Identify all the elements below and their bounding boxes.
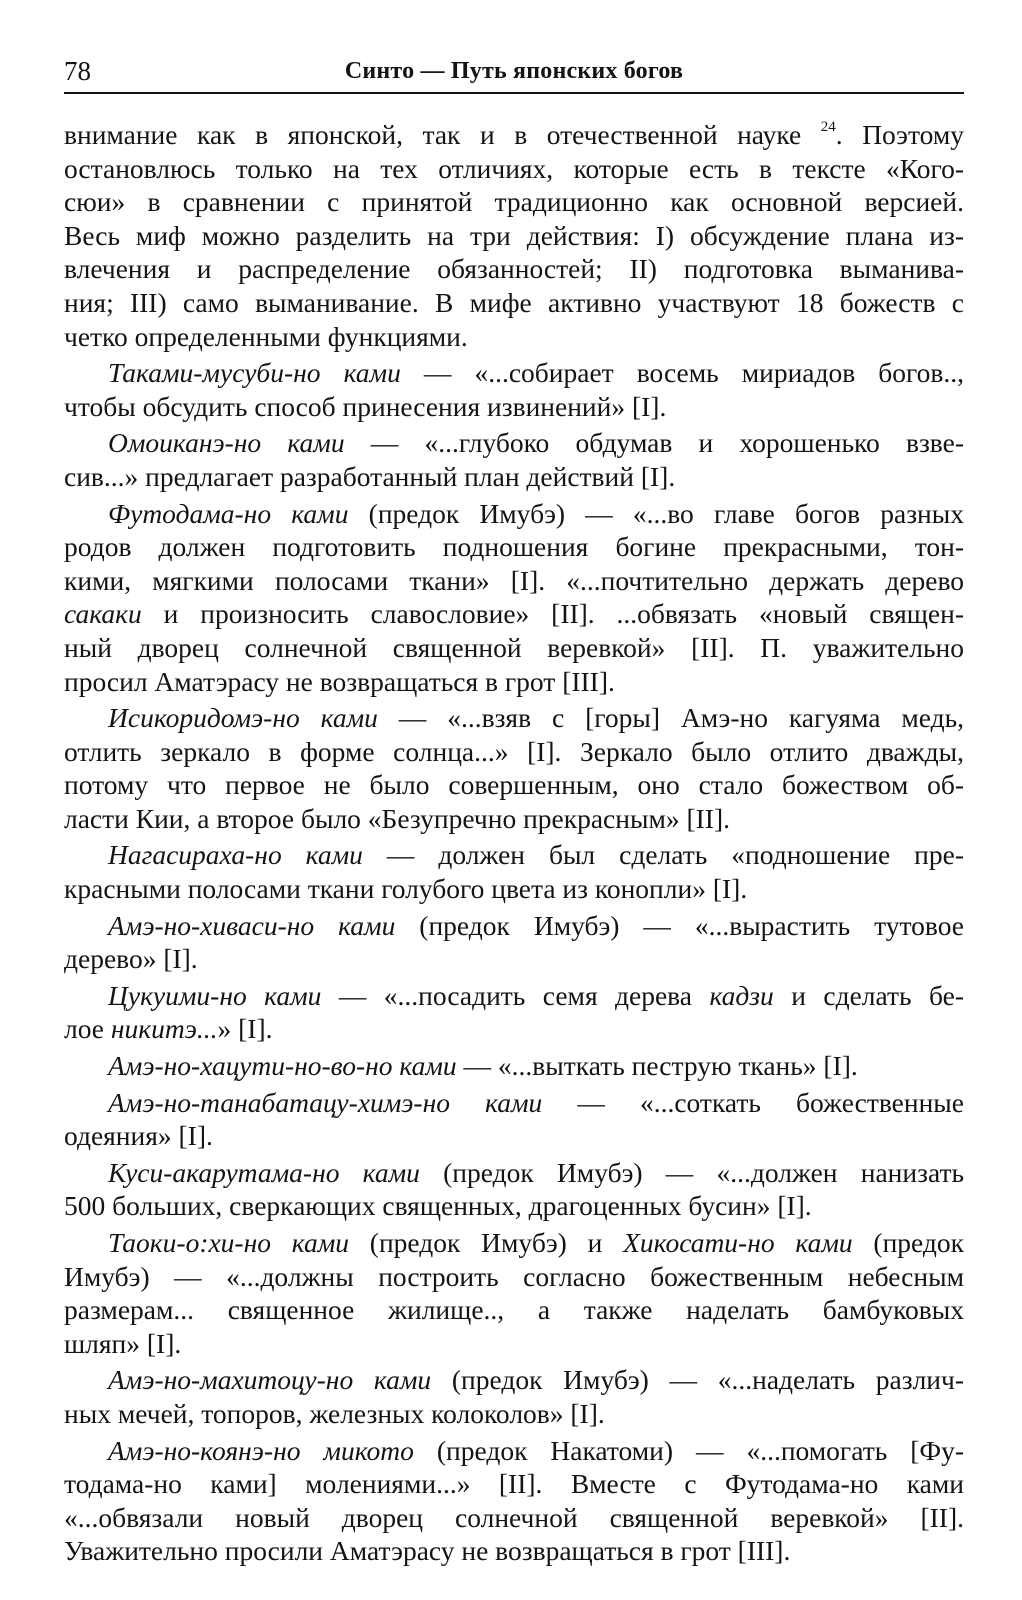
text-run: внимание как в японской, так и в отечественной науке — [64, 119, 821, 150]
text-line — [64, 838, 964, 872]
text-line — [64, 497, 964, 531]
text-run: шляп» [I]. — [64, 1327, 182, 1359]
italic-name: Амэ-но-хиваси-но ками — [108, 909, 396, 941]
text-line — [64, 979, 964, 1013]
text-run: дерево» [I]. — [64, 943, 198, 975]
text-run: (предок Имубэ) и — [349, 1227, 624, 1258]
text-run: (предок Имубэ) — «...вырастить тутовое — [395, 909, 964, 941]
italic-name: кадзи — [709, 979, 774, 1011]
text-run: просил Аматэрасу не возвращаться в грот [III]. — [64, 665, 615, 697]
italic-name: Таоки-о:хи-но ками — [108, 1227, 350, 1258]
text-line — [64, 460, 964, 494]
text-run: — «...глубоко обдумав и хорошенько взве- — [344, 427, 964, 459]
paragraph — [64, 909, 964, 976]
italic-name: Таками-мусуби-но ками — [108, 357, 401, 389]
text-line — [64, 320, 964, 354]
text-line — [64, 1260, 964, 1294]
italic-name: Хикосати-но ками — [623, 1227, 853, 1258]
text-run: влечения и распределение обязанностей; II) подготовка выманива- — [64, 253, 964, 285]
text-run: — «...соткать божественные — [542, 1086, 964, 1118]
text-run: (предок Имубэ) — «...во главе богов разных — [348, 497, 964, 529]
paragraph — [64, 426, 964, 493]
paragraph — [64, 1363, 964, 1430]
text-run: (предок Имубэ) — «...наделать различ- — [431, 1364, 964, 1396]
text-run: — «...выткать пеструю ткань» [I]. — [456, 1050, 858, 1082]
text-run: ния; III) само выманивание. В мифе активно участвуют 18 божеств с — [64, 286, 964, 318]
text-line — [64, 942, 964, 976]
italic-name: Цукуими-но ками — [108, 979, 322, 1011]
text-run: кими, мягкими полосами ткани» [I]. «...почтительно держать дерево — [64, 564, 964, 596]
text-run: — должен был сделать «подношение пре- — [362, 839, 964, 871]
text-run: — «...посадить семя дерева — [321, 979, 710, 1011]
text-run: — «...взяв с [горы] Амэ-но кагуяма медь, — [377, 702, 964, 734]
text-run: 500 больших, сверкающих священных, драгоценных бусин» [I]. — [64, 1190, 812, 1222]
italic-name: сакаки — [64, 598, 142, 630]
text-line — [64, 1226, 964, 1260]
paragraph — [64, 1086, 964, 1153]
text-run: остановлюсь только на тех отличиях, которые есть в тексте «Кого- — [64, 152, 964, 184]
text-run: размерам... священное жилище.., а также наделать бамбуковых — [64, 1294, 964, 1326]
text-run: и произносить славословие» [II]. ...обвязать «новый священ- — [141, 598, 964, 630]
text-line — [64, 426, 964, 460]
text-line — [64, 118, 964, 152]
italic-name: Омоиканэ-но ками — [108, 427, 345, 459]
paragraph — [64, 1226, 964, 1360]
text-line — [64, 356, 964, 390]
text-run: «...обвязали новый дворец солнечной священной веревкой» [II]. — [64, 1501, 964, 1533]
text-line — [64, 152, 964, 186]
text-line — [64, 1156, 964, 1190]
page-number: 78 — [64, 56, 91, 86]
text-line — [64, 286, 964, 320]
italic-name: Нагасираха-но ками — [108, 839, 363, 871]
text-line — [64, 1397, 964, 1431]
text-line — [64, 1467, 964, 1501]
text-run: и сделать бе- — [773, 979, 965, 1011]
text-line — [64, 1049, 964, 1083]
text-run: ных мечей, топоров, железных колоколов» [I]. — [64, 1397, 605, 1429]
text-line — [64, 631, 964, 665]
text-line — [64, 219, 964, 253]
text-line — [64, 1086, 964, 1120]
italic-name: никитэ... — [110, 1013, 218, 1045]
text-run: ный дворец солнечной священной веревкой» [II]. П. уважительно — [64, 631, 964, 663]
text-line — [64, 1434, 964, 1468]
text-line — [64, 252, 964, 286]
text-run: четко определенными функциями. — [64, 320, 468, 352]
text-run: родов должен подготовить подношения богине прекрасными, тон- — [64, 531, 964, 563]
text-line — [64, 872, 964, 906]
text-line — [64, 185, 964, 219]
italic-name: Амэ-но-махитоцу-но ками — [108, 1364, 432, 1396]
text-run: , — [957, 357, 964, 389]
text-line — [64, 1189, 964, 1223]
italic-name: Амэ-но-танабатацу-химэ-но ками — [108, 1086, 543, 1118]
text-line — [64, 701, 964, 735]
italic-name: Амэ-но-коянэ-но микото — [108, 1434, 414, 1466]
text-run: (предок — [852, 1227, 965, 1258]
text-line — [64, 390, 964, 424]
text-line — [64, 530, 964, 564]
running-title: Синто — Путь японских богов — [344, 58, 684, 84]
text-run: (предок Имубэ) — «...должен нанизать — [419, 1156, 964, 1188]
italic-name: Куси-акарутама-но ками — [108, 1156, 420, 1188]
text-run: потому что первое не было совершенным, оно стало божеством об- — [64, 769, 964, 801]
text-line — [64, 735, 964, 769]
text-line — [64, 1012, 964, 1046]
text-run: лое — [64, 1013, 111, 1045]
paragraph — [64, 979, 964, 1046]
text-line — [64, 665, 964, 699]
body-text — [64, 118, 964, 1568]
text-run: Весь миф можно разделить на три действия: I) обсуждение плана из- — [64, 219, 964, 251]
text-line — [64, 1119, 964, 1153]
text-run: сюи» в сравнении с принятой традиционно как основной версией. — [64, 186, 964, 218]
text-line — [64, 768, 964, 802]
text-line — [64, 909, 964, 943]
text-run: (предок Накатоми) — «...помогать [Фу- — [413, 1434, 965, 1466]
paragraph — [64, 701, 964, 835]
text-run: — «...собирает восемь мириадов богов.. — [400, 357, 958, 389]
text-line — [64, 802, 964, 836]
paragraph — [64, 1434, 964, 1568]
text-run: одеяния» [I]. — [64, 1120, 213, 1152]
text-line — [64, 1501, 964, 1535]
paragraph — [64, 838, 964, 905]
italic-name: Футодама-но ками — [108, 497, 349, 529]
text-run: Имубэ) — «...должны построить согласно божественным небесным — [64, 1260, 964, 1292]
italic-name: Амэ-но-хацути-но-во-но ками — [108, 1050, 457, 1082]
text-run: сив...» предлагает разработанный план действий [I]. — [64, 460, 676, 492]
footnote-ref: 24 — [820, 119, 836, 135]
text-run: ласти Кии, а второе было «Безупречно прекрасным» [II]. — [64, 802, 730, 834]
text-line — [64, 1363, 964, 1397]
paragraph — [64, 118, 964, 353]
text-line — [64, 1534, 964, 1568]
paragraph — [64, 497, 964, 699]
text-line — [64, 564, 964, 598]
paragraph — [64, 1049, 964, 1083]
text-run: отлить зеркало в форме солнца...» [I]. Зеркало было отлито дважды, — [64, 735, 964, 767]
paragraph — [64, 1156, 964, 1223]
text-run: тодама-но ками] молениями...» [II]. Вместе с Футодама-но ками — [64, 1468, 964, 1500]
text-line — [64, 1293, 964, 1327]
text-run: красными полосами ткани голубого цвета из конопли» [I]. — [64, 873, 748, 905]
text-run: чтобы обсудить способ принесения извинений» [I]. — [64, 390, 667, 422]
paragraph — [64, 356, 964, 423]
text-line — [64, 1327, 964, 1361]
text-line — [64, 597, 964, 631]
text-run: . Поэтому — [835, 119, 964, 150]
text-run: Уважительно просили Аматэрасу не возвращаться в грот [III]. — [64, 1535, 791, 1567]
page-header — [64, 52, 964, 94]
italic-name: Исикоридомэ-но ками — [108, 702, 378, 734]
text-run: » [I]. — [217, 1013, 273, 1045]
